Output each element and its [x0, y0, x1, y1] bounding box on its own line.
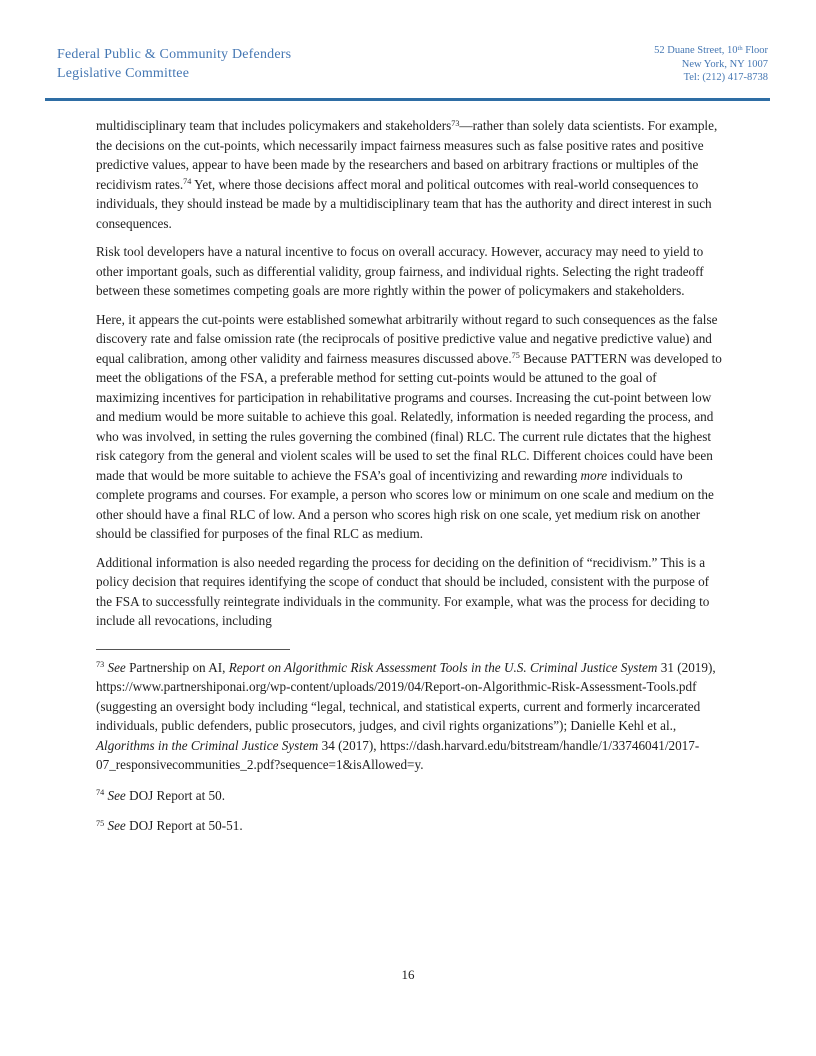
- paragraph: Additional information is also needed regarding the process for deciding on the definition of “recidivism.” This is a policy decision that requires identifying the scope of conduct that should be included, consistent with the purpose of the FSA to successfully reintegrate individuals in the community. For example, what was the process for deciding to include all revocations, including: [96, 554, 710, 628]
- letterhead-org: [57, 46, 291, 83]
- footnote-list: [96, 658, 722, 836]
- paragraph: Here, it appears the cut-points were established somewhat arbitrarily without regard to such consequences as the false discovery rate and false omission rate (the reciprocals of positive predictive value and negative predictive value) and equal calibration, among other validity and fairness measures discussed above.$^{75}$ Because PATTERN was developed to meet the obligations of the FSA, a preferable method for setting cut-points would be attuned to the goal of maximizing incentives for participation in rehabilitative programs and courses. Increasing the cut-point between low and medium would be more suitable to achieve this goal. Relatedly, information is needed regarding the process, and who was involved, in setting the rules governing the combined (final) RLC. The current rule dictates that the highest risk category from the general and violent scales will be used to set the final RLC. Different choices could have been made that would be more suitable to achieve the FSA’s goal of incentivizing and rewarding more individuals to complete programs and courses. For example, a person who scores low or minimum on one scale and medium on the other should have a final RLC of low. And a person who scores high risk on one scale, yet medium risk on another should be classified for purposes of the final RLC as medium.: [96, 311, 722, 541]
- letterhead-address: [654, 44, 768, 85]
- page-number: 16: [401, 967, 415, 982]
- document-body: [96, 116, 722, 847]
- header-rule: [45, 98, 770, 101]
- address-line-2: New York, NY 1007: [681, 58, 768, 70]
- paragraph: multidisciplinary team that includes policymakers and stakeholders$^{73}$—rather than solely data scientists. For example, the decisions on the cut-points, which necessarily impact fairness measures such as false positive rates and positive predictive values, appear to have been made by the researchers and based on arbitrary fractions or multiples of the recidivism rates.$^{74}$ Yet, where those decisions affect moral and political outcomes with real-world consequences to individuals, they should instead be made by a multidisciplinary team that has the authority and direct interest in such consequences.: [96, 118, 718, 231]
- footnote: $^{75}$ See DOJ Report at 50-51.: [96, 818, 243, 833]
- body-paragraphs: [96, 116, 722, 631]
- paragraph: Risk tool developers have a natural incentive to focus on overall accuracy. However, accuracy may need to yield to other important goals, such as differential validity, group fairness, and individual rights. Selecting the right tradeoff between these sometimes competing goals are more rightly within the power of policymakers and stakeholders.: [96, 244, 704, 298]
- footnote-separator: [96, 649, 290, 650]
- org-name-line-2: Legislative Committee: [57, 65, 190, 81]
- org-name-line-1: Federal Public & Community Defenders: [57, 47, 292, 62]
- address-line-3: Tel: (212) 417-8738: [683, 72, 768, 83]
- footnote: $^{73}$ See Partnership on AI, Report on Algorithmic Risk Assessment Tools in the U.S. Criminal Justice System 31 (2019), https://www.partnershiponai.org/wp-content/uploads/2019/04/Report-on-Algorithmic-Risk-Assessment-Tools.pdf (suggesting an oversight body including “legal, technical, and statistical experts, current and formerly incarcerated individuals, public defenders, public prosecutors, judges, and civil rights organizations”); Danielle Kehl et al., Algorithms in the Criminal Justice System 34 (2017), https://dash.harvard.edu/bitstream/handle/1/33746041/2017-07_responsivecommunities_2.pdf?sequence=1&isAllowed=y.: [96, 659, 716, 772]
- footnote: $^{74}$ See DOJ Report at 50.: [96, 787, 226, 803]
- address-line-1: 52 Duane Street, 10th Floor: [654, 44, 768, 56]
